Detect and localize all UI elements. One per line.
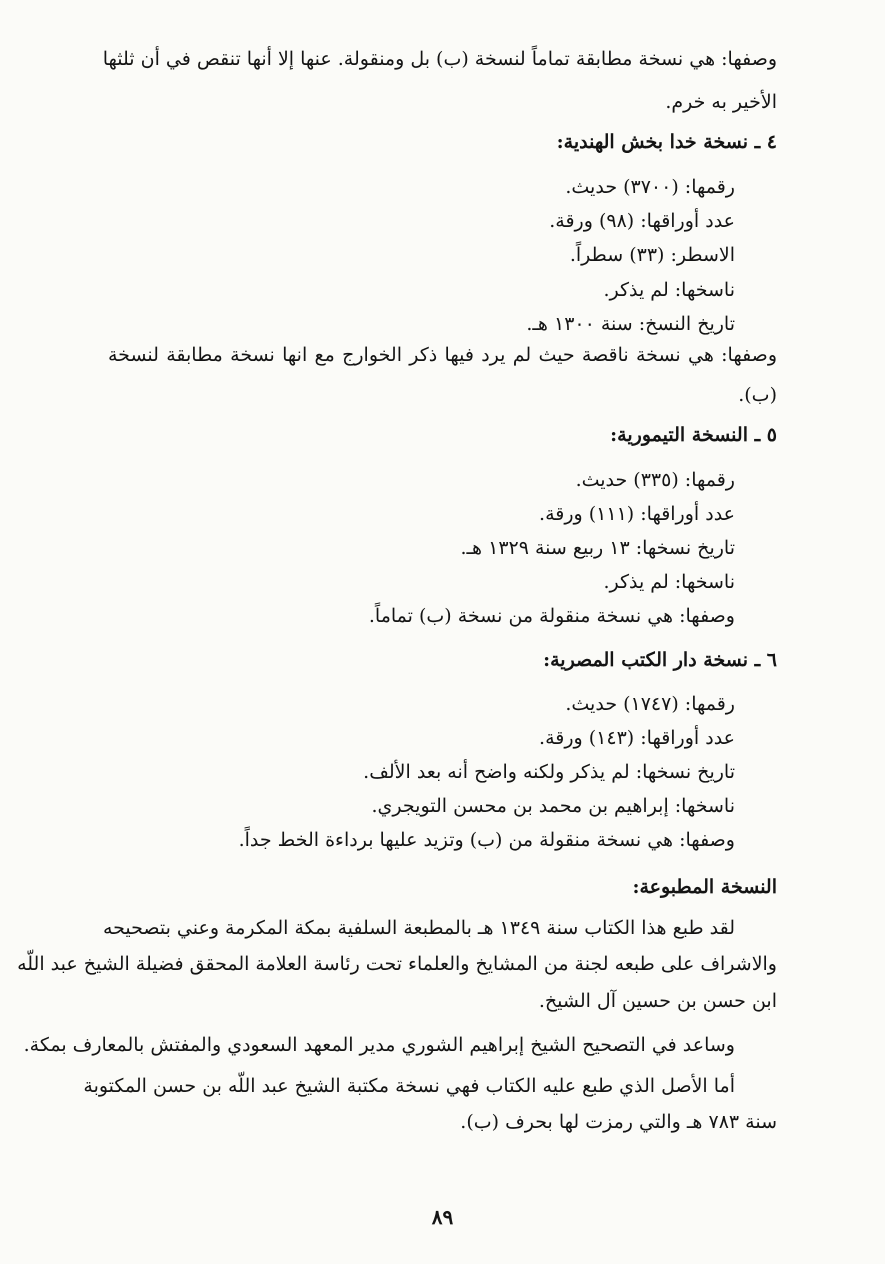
intro-line-1: وصفها: هي نسخة مطابقة تماماً لنسخة (ب) بل ومنقولة. عنها إلا أنها تنقص في أن ثلثها xyxy=(102,48,777,70)
s5-item-number: رقمها: (٣٣٥) حديث. xyxy=(575,469,735,491)
s6-item-number: رقمها: (١٧٤٧) حديث. xyxy=(565,693,735,715)
s5-item-leaves: عدد أوراقها: (١١١) ورقة. xyxy=(539,503,735,525)
s6-item-leaves: عدد أوراقها: (١٤٣) ورقة. xyxy=(539,727,735,749)
printed-p1-line-1: لقد طبع هذا الكتاب سنة ١٣٤٩ هـ بالمطبعة السلفية بمكة المكرمة وعني بتصحيحه xyxy=(102,917,735,939)
printed-p1-line-3: ابن حسن بن حسين آل الشيخ. xyxy=(538,990,777,1012)
s4-item-number: رقمها: (٣٧٠٠) حديث. xyxy=(565,176,735,198)
section-6-heading: ٦ ـ نسخة دار الكتب المصرية: xyxy=(543,649,777,671)
s4-description-2: (ب). xyxy=(738,384,777,406)
printed-p1-line-2: والاشراف على طبعه لجنة من المشايخ والعلماء تحت رئاسة العلامة المحقق فضيلة الشيخ عبد اللّه xyxy=(17,953,777,975)
printed-p2: وساعد في التصحيح الشيخ إبراهيم الشوري مدير المعهد السعودي والمفتش بالمعارف بمكة. xyxy=(23,1034,735,1056)
s4-item-leaves: عدد أوراقها: (٩٨) ورقة. xyxy=(549,210,735,232)
page-number: ٨٩ xyxy=(431,1205,454,1229)
s4-item-lines: الاسطر: (٣٣) سطراً. xyxy=(569,244,735,266)
section-5-heading: ٥ ـ النسخة التيمورية: xyxy=(610,424,777,446)
printed-p3-line-2: سنة ٧٨٣ هـ والتي رمزت لها بحرف (ب). xyxy=(460,1111,777,1133)
printed-p3-line-1: أما الأصل الذي طبع عليه الكتاب فهي نسخة مكتبة الشيخ عبد اللّه بن حسن المكتوبة xyxy=(83,1075,735,1097)
printed-heading: النسخة المطبوعة: xyxy=(632,876,777,898)
s6-item-description: وصفها: هي نسخة منقولة من (ب) وتزيد عليها برداءة الخط جداً. xyxy=(238,829,735,851)
s4-description-1: وصفها: هي نسخة ناقصة حيث لم يرد فيها ذكر الخوارج مع انها نسخة مطابقة لنسخة xyxy=(108,344,777,366)
s4-item-copyist: ناسخها: لم يذكر. xyxy=(603,279,735,301)
intro-line-2: الأخير به خرم. xyxy=(665,91,777,113)
s4-item-date: تاريخ النسخ: سنة ١٣٠٠ هـ. xyxy=(526,313,735,335)
section-4-heading: ٤ ـ نسخة خدا بخش الهندية: xyxy=(556,131,777,153)
s6-item-copyist: ناسخها: إبراهيم بن محمد بن محسن التويجري. xyxy=(371,795,735,817)
s5-item-date: تاريخ نسخها: ١٣ ربيع سنة ١٣٢٩ هـ. xyxy=(460,537,735,559)
s6-item-date: تاريخ نسخها: لم يذكر ولكنه واضح أنه بعد الألف. xyxy=(363,761,735,783)
s5-item-copyist: ناسخها: لم يذكر. xyxy=(603,571,735,593)
s5-item-description: وصفها: هي نسخة منقولة من نسخة (ب) تماماً. xyxy=(368,605,735,627)
